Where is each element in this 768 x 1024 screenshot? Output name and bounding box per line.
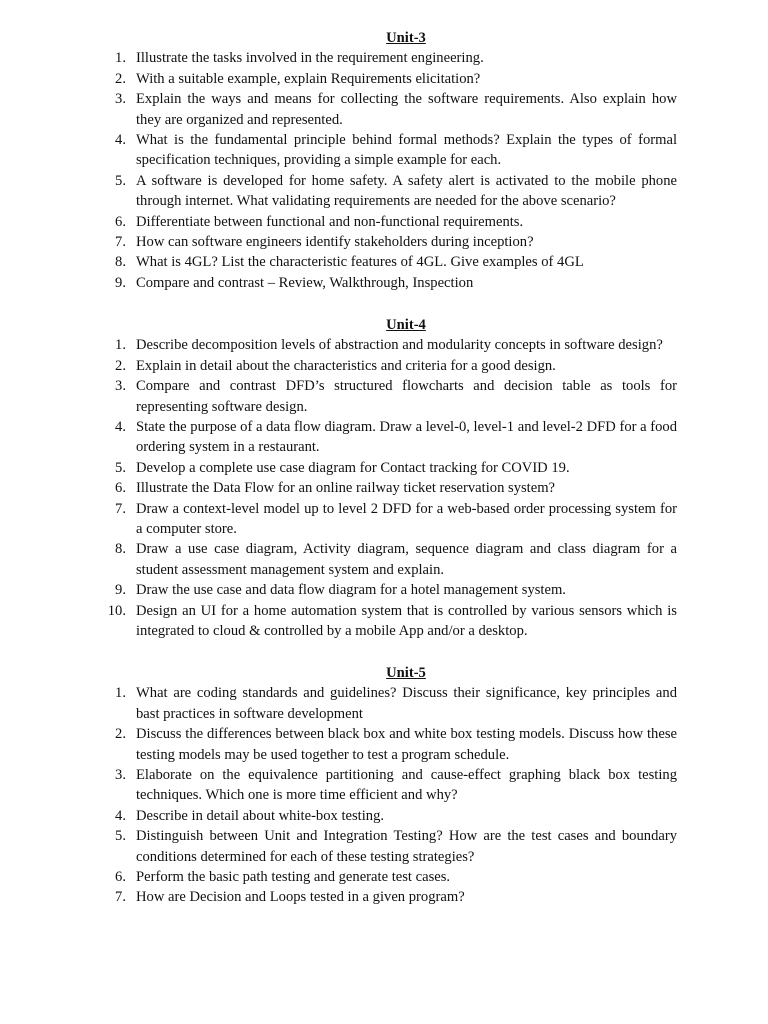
question-item [0,417,677,458]
question-text: Discuss the differences between black box and white box testing models. Discuss how these testing models may be used together to test a program schedule. [136,726,677,763]
question-number: 2. [115,70,126,87]
question-number: 4. [115,132,126,149]
question-number: 7. [115,234,126,251]
section-title: Unit-3 [386,30,426,46]
question-text: State the purpose of a data flow diagram. Draw a level-0, level-1 and level-2 DFD for a food ordering system in a restaurant. [136,419,677,456]
question-number: 5. [115,459,126,476]
question-item [0,683,677,724]
question-item [0,478,677,498]
question-number: 6. [115,213,126,230]
question-number: 7. [115,889,126,906]
section-unit-5 [0,663,768,908]
question-item [0,48,677,68]
question-text: Develop a complete use case diagram for Contact tracking for COVID 19. [136,459,570,476]
question-text: What are coding standards and guidelines? Discuss their significance, key principles and bast practices in software development [136,685,677,722]
question-text: Describe decomposition levels of abstraction and modularity concepts in software design? [136,337,663,354]
question-item [0,130,677,171]
question-item [0,212,677,232]
question-item [0,580,677,600]
question-text: Elaborate on the equivalence partitioning and cause-effect graphing black box testing techniques. Which one is more time efficient and why? [136,767,677,804]
question-number: 4. [115,807,126,824]
question-item [0,724,677,765]
question-text: Explain the ways and means for collecting the software requirements. Also explain how they are organized and represented. [136,91,677,128]
question-item [0,867,677,887]
question-item [0,765,677,806]
question-text: Illustrate the tasks involved in the requirement engineering. [136,50,484,67]
question-item [0,232,677,252]
question-text: Distinguish between Unit and Integration Testing? How are the test cases and boundary conditions determined for each of these testing strategies? [136,828,677,865]
question-text: Illustrate the Data Flow for an online railway ticket reservation system? [136,480,556,497]
question-number: 8. [115,254,126,271]
question-text: How are Decision and Loops tested in a given program? [136,889,465,906]
question-text: Compare and contrast – Review, Walkthrough, Inspection [136,274,474,291]
question-number: 6. [115,480,126,497]
question-text: What is the fundamental principle behind formal methods? Explain the types of formal specification techniques, providing a simple example for each. [136,132,677,169]
section-title: Unit-4 [386,317,426,333]
question-number: 9. [115,274,126,291]
question-list [0,335,768,641]
question-text: Describe in detail about white-box testing. [136,807,385,824]
question-item [0,458,677,478]
question-text: Explain in detail about the characteristics and criteria for a good design. [136,357,556,374]
question-item [0,539,677,580]
question-item [0,376,677,417]
question-text: A software is developed for home safety. A safety alert is activated to the mobile phone through internet. What validating requirements are needed for the above scenario? [136,172,677,210]
question-number: 1. [115,50,126,67]
question-number: 1. [115,685,126,702]
question-item [0,335,677,355]
question-item [0,806,677,826]
question-number: 5. [115,172,126,189]
question-item [0,171,677,212]
question-item [0,273,677,293]
question-number: 9. [115,582,126,599]
question-text: Compare and contrast DFD’s structured flowcharts and decision table as tools for representing software design. [136,378,677,415]
question-item [0,356,677,376]
question-item [0,89,677,130]
question-text: Draw the use case and data flow diagram for a hotel management system. [136,582,566,599]
question-text: Draw a context-level model up to level 2 DFD for a web-based order processing system for a computer store. [136,500,677,538]
question-text: Design an UI for a home automation system that is controlled by various sensors which is integrated to cloud & controlled by a mobile App and/or a desktop. [136,602,677,640]
question-number: 10. [107,602,126,619]
question-item [0,826,677,867]
question-number: 2. [115,726,126,743]
question-number: 4. [115,419,126,436]
question-number: 3. [115,767,126,784]
question-number: 2. [115,357,126,374]
question-item [0,887,677,907]
question-text: How can software engineers identify stakeholders during inception? [136,234,534,251]
question-number: 3. [115,378,126,395]
question-item [0,499,677,540]
question-number: 8. [115,541,126,558]
question-text: What is 4GL? List the characteristic features of 4GL. Give examples of 4GL [136,254,584,271]
question-text: Draw a use case diagram, Activity diagram, sequence diagram and class diagram for a student assessment management system and explain. [136,541,677,578]
question-number: 6. [115,869,126,886]
section-unit-4 [0,315,768,641]
question-list [0,683,768,907]
question-item [0,252,677,272]
question-number: 1. [115,337,126,354]
question-list [0,48,768,293]
question-number: 5. [115,828,126,845]
question-text: Differentiate between functional and non-functional requirements. [136,213,524,230]
question-text: With a suitable example, explain Requirements elicitation? [136,70,481,87]
section-title: Unit-5 [386,665,426,681]
question-number: 3. [115,91,126,108]
section-unit-3 [0,28,768,293]
question-item [0,69,677,89]
question-item [0,601,677,642]
question-text: Perform the basic path testing and generate test cases. [136,869,451,886]
question-number: 7. [115,500,126,517]
